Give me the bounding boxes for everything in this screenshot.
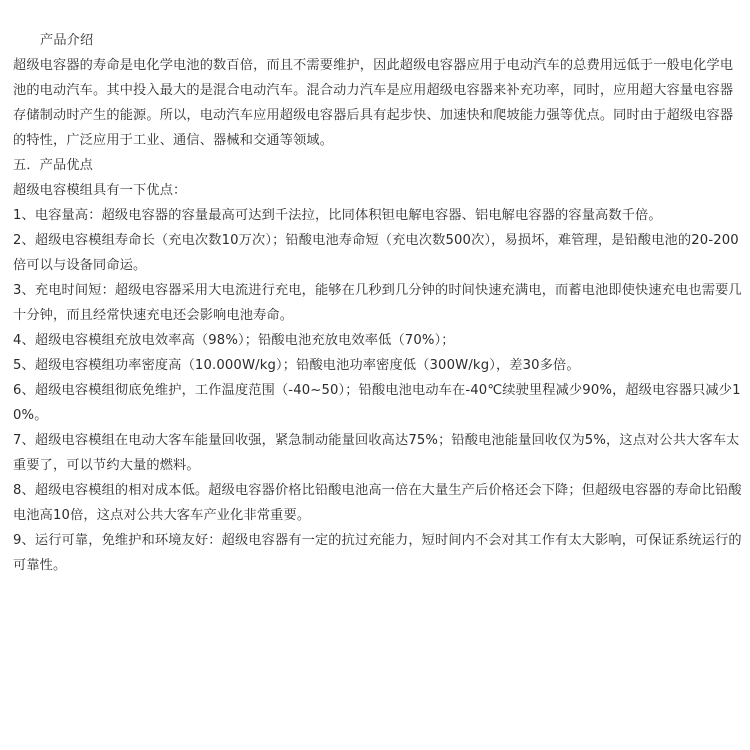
advantages-heading: 五．产品优点 — [13, 158, 94, 173]
advantages-lead: 超级电容模组具有一下优点： — [13, 183, 187, 198]
advantage-item-7: 7、超级电容模组在电动大客车能量回收强，紧急制动能量回收高达75%；铅酸电池能量回收仅为5%，这点对公共大客车太重要了，可以节约大量的燃料。 — [13, 433, 740, 473]
advantage-item-1: 1、电容量高：超级电容器的容量最高可达到千法拉，比同体积钽电解电容器、铝电解电容器的容量高数千倍。 — [13, 208, 662, 223]
advantage-item-5: 5、超级电容模组功率密度高（10.000W/kg）；铅酸电池功率密度低（300W/kg），差30多倍。 — [13, 358, 580, 373]
advantage-item-8: 8、超级电容模组的相对成本低。超级电容器价格比铅酸电池高一倍在大量生产后价格还会下降；但超级电容器的寿命比铅酸电池高10倍，这点对公共大客车产业化非常重要。 — [13, 483, 742, 523]
advantage-item-3: 3、充电时间短：超级电容器采用大电流进行充电，能够在几秒到几分钟的时间快速充满电，而蓄电池即使快速充电也需要几十分钟，而且经常快速充电还会影响电池寿命。 — [13, 283, 742, 323]
document-body — [13, 28, 745, 578]
intro-title: 产品介绍 — [40, 33, 94, 48]
advantage-item-9: 9、运行可靠，免维护和环境友好：超级电容器有一定的抗过充能力，短时间内不会对其工作有太大影响，可保证系统运行的可靠性。 — [13, 533, 742, 573]
advantage-item-2: 2、超级电容模组寿命长（充电次数10万次）；铅酸电池寿命短（充电次数500次），易损坏，难管理，是铅酸电池的20-200倍可以与设备同命运。 — [13, 233, 739, 273]
advantage-item-4: 4、超级电容模组充放电效率高（98%）；铅酸电池充放电效率低（70%）； — [13, 333, 455, 348]
intro-paragraph: 超级电容器的寿命是电化学电池的数百倍，而且不需要维护，因此超级电容器应用于电动汽车的总费用远低于一般电化学电池的电动汽车。其中投入最大的是混合电动汽车。混合动力汽车是应用超级电容器来补充功率，同时，应用超大容量电容器存储制动时产生的能源。所以，电动汽车应用超级电容器后具有起步快、加速快和爬坡能力强等优点。同时由于超级电容器的特性，广泛应用于工业、通信、器械和交通等领域。 — [13, 58, 734, 148]
advantage-item-6: 6、超级电容模组彻底免维护，工作温度范围（-40~50）；铅酸电池电动车在-40℃续驶里程减少90%，超级电容器只减少10%。 — [13, 383, 741, 423]
